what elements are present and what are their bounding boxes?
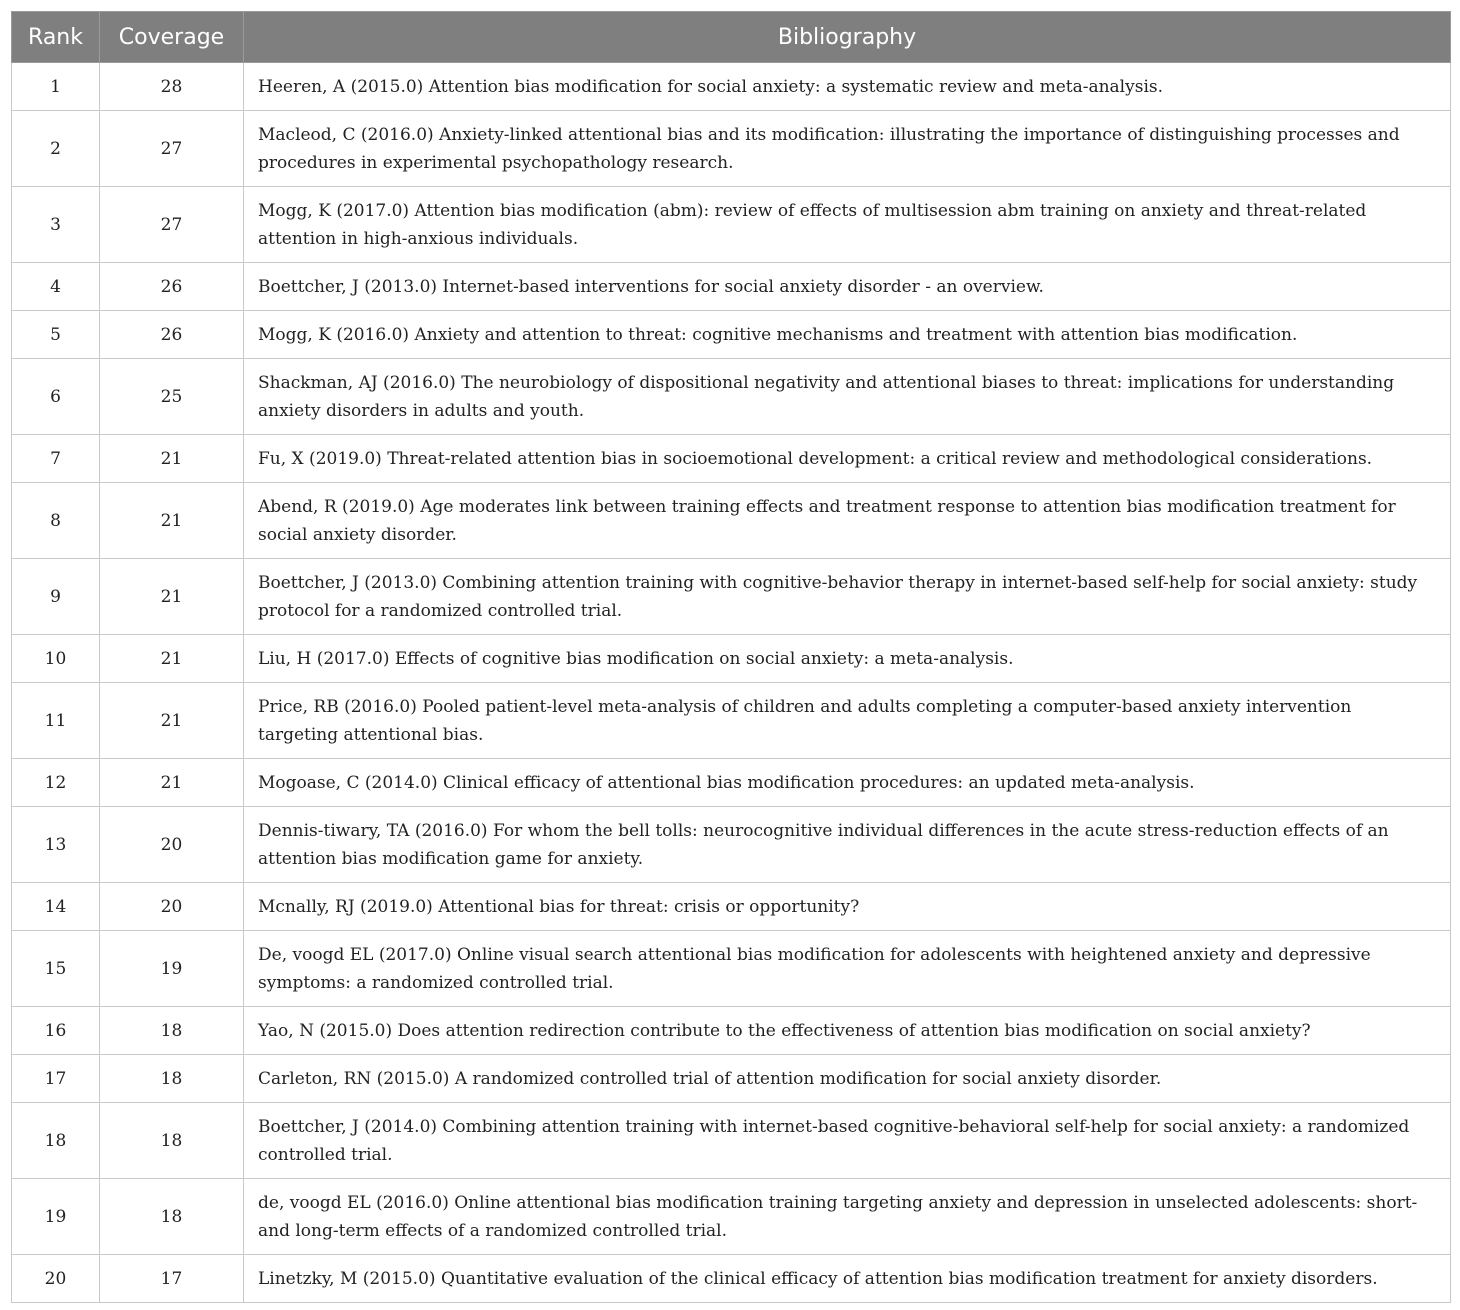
bibliography-cell: Boettcher, J (2014.0) Combining attention training with internet-based cognitive-behavioral self-help for social anxiety: a randomized controlled trial. <box>244 1103 1451 1179</box>
rank-cell: 18 <box>12 1103 100 1179</box>
bibliography-cell: Shackman, AJ (2016.0) The neurobiology of dispositional negativity and attentional biases to threat: implications for understanding anxiety disorders in adults and youth. <box>244 359 1451 435</box>
bibliography-cell: Fu, X (2019.0) Threat-related attention bias in socioemotional development: a critical review and methodological considerations. <box>244 435 1451 483</box>
bibliography-cell: Abend, R (2019.0) Age moderates link between training effects and treatment response to attention bias modification treatment for social anxiety disorder. <box>244 483 1451 559</box>
table-row <box>12 1055 1451 1103</box>
table-header <box>12 12 1451 63</box>
coverage-cell: 18 <box>100 1055 244 1103</box>
coverage-cell: 20 <box>100 883 244 931</box>
header-rank: Rank <box>12 12 100 63</box>
rank-cell: 16 <box>12 1007 100 1055</box>
coverage-cell: 27 <box>100 111 244 187</box>
coverage-cell: 18 <box>100 1103 244 1179</box>
bibliography-cell: Boettcher, J (2013.0) Internet-based interventions for social anxiety disorder - an overview. <box>244 263 1451 311</box>
coverage-cell: 25 <box>100 359 244 435</box>
rank-cell: 7 <box>12 435 100 483</box>
bibliography-cell: Boettcher, J (2013.0) Combining attention training with cognitive-behavior therapy in internet-based self-help for social anxiety: study protocol for a randomized controlled trial. <box>244 559 1451 635</box>
bibliography-cell: De, voogd EL (2017.0) Online visual search attentional bias modification for adolescents with heightened anxiety and depressive symptoms: a randomized controlled trial. <box>244 931 1451 1007</box>
bibliography-table <box>11 11 1451 1303</box>
table-row <box>12 559 1451 635</box>
table-row <box>12 1255 1451 1303</box>
rank-cell: 4 <box>12 263 100 311</box>
coverage-cell: 21 <box>100 635 244 683</box>
table-row <box>12 883 1451 931</box>
rank-cell: 8 <box>12 483 100 559</box>
rank-cell: 13 <box>12 807 100 883</box>
table-row <box>12 1103 1451 1179</box>
rank-cell: 12 <box>12 759 100 807</box>
rank-cell: 15 <box>12 931 100 1007</box>
coverage-cell: 18 <box>100 1179 244 1255</box>
rank-cell: 10 <box>12 635 100 683</box>
coverage-cell: 26 <box>100 311 244 359</box>
table-row <box>12 683 1451 759</box>
rank-cell: 20 <box>12 1255 100 1303</box>
table-row <box>12 483 1451 559</box>
bibliography-cell: Price, RB (2016.0) Pooled patient-level meta-analysis of children and adults completing a computer-based anxiety intervention targeting attentional bias. <box>244 683 1451 759</box>
coverage-cell: 21 <box>100 683 244 759</box>
rank-cell: 5 <box>12 311 100 359</box>
rank-cell: 9 <box>12 559 100 635</box>
coverage-cell: 18 <box>100 1007 244 1055</box>
table-row <box>12 263 1451 311</box>
table-row <box>12 187 1451 263</box>
coverage-cell: 20 <box>100 807 244 883</box>
bibliography-cell: Macleod, C (2016.0) Anxiety-linked attentional bias and its modification: illustrating the importance of distinguishing processes and procedures in experimental psychopathology research. <box>244 111 1451 187</box>
bibliography-cell: Mogg, K (2016.0) Anxiety and attention to threat: cognitive mechanisms and treatment with attention bias modification. <box>244 311 1451 359</box>
table-body <box>12 63 1451 1303</box>
table-row <box>12 635 1451 683</box>
table-row <box>12 359 1451 435</box>
bibliography-cell: Linetzky, M (2015.0) Quantitative evaluation of the clinical efficacy of attention bias modification treatment for anxiety disorders. <box>244 1255 1451 1303</box>
coverage-cell: 21 <box>100 759 244 807</box>
rank-cell: 19 <box>12 1179 100 1255</box>
table-row <box>12 931 1451 1007</box>
bibliography-cell: Mogoase, C (2014.0) Clinical efficacy of attentional bias modification procedures: an updated meta-analysis. <box>244 759 1451 807</box>
bibliography-cell: Heeren, A (2015.0) Attention bias modification for social anxiety: a systematic review and meta-analysis. <box>244 63 1451 111</box>
table-row <box>12 807 1451 883</box>
table-row <box>12 759 1451 807</box>
coverage-cell: 19 <box>100 931 244 1007</box>
rank-cell: 1 <box>12 63 100 111</box>
bibliography-cell: de, voogd EL (2016.0) Online attentional bias modification training targeting anxiety and depression in unselected adolescents: short- and long-term effects of a randomized controlled trial. <box>244 1179 1451 1255</box>
rank-cell: 6 <box>12 359 100 435</box>
header-coverage: Coverage <box>100 12 244 63</box>
table-row <box>12 1179 1451 1255</box>
coverage-cell: 17 <box>100 1255 244 1303</box>
table-row <box>12 1007 1451 1055</box>
coverage-cell: 21 <box>100 559 244 635</box>
table-row <box>12 311 1451 359</box>
header-row <box>12 12 1451 63</box>
table-row <box>12 111 1451 187</box>
bibliography-cell: Liu, H (2017.0) Effects of cognitive bias modification on social anxiety: a meta-analysis. <box>244 635 1451 683</box>
rank-cell: 2 <box>12 111 100 187</box>
coverage-cell: 21 <box>100 435 244 483</box>
rank-cell: 11 <box>12 683 100 759</box>
bibliography-cell: Mcnally, RJ (2019.0) Attentional bias for threat: crisis or opportunity? <box>244 883 1451 931</box>
bibliography-cell: Carleton, RN (2015.0) A randomized controlled trial of attention modification for social anxiety disorder. <box>244 1055 1451 1103</box>
header-bibliography: Bibliography <box>244 12 1451 63</box>
rank-cell: 3 <box>12 187 100 263</box>
coverage-cell: 27 <box>100 187 244 263</box>
coverage-cell: 26 <box>100 263 244 311</box>
bibliography-cell: Yao, N (2015.0) Does attention redirection contribute to the effectiveness of attention bias modification on social anxiety? <box>244 1007 1451 1055</box>
bibliography-cell: Mogg, K (2017.0) Attention bias modification (abm): review of effects of multisession abm training on anxiety and threat-related attention in high-anxious individuals. <box>244 187 1451 263</box>
table-row <box>12 435 1451 483</box>
bibliography-cell: Dennis-tiwary, TA (2016.0) For whom the bell tolls: neurocognitive individual differences in the acute stress-reduction effects of an attention bias modification game for anxiety. <box>244 807 1451 883</box>
coverage-cell: 28 <box>100 63 244 111</box>
rank-cell: 14 <box>12 883 100 931</box>
table-row <box>12 63 1451 111</box>
rank-cell: 17 <box>12 1055 100 1103</box>
coverage-cell: 21 <box>100 483 244 559</box>
